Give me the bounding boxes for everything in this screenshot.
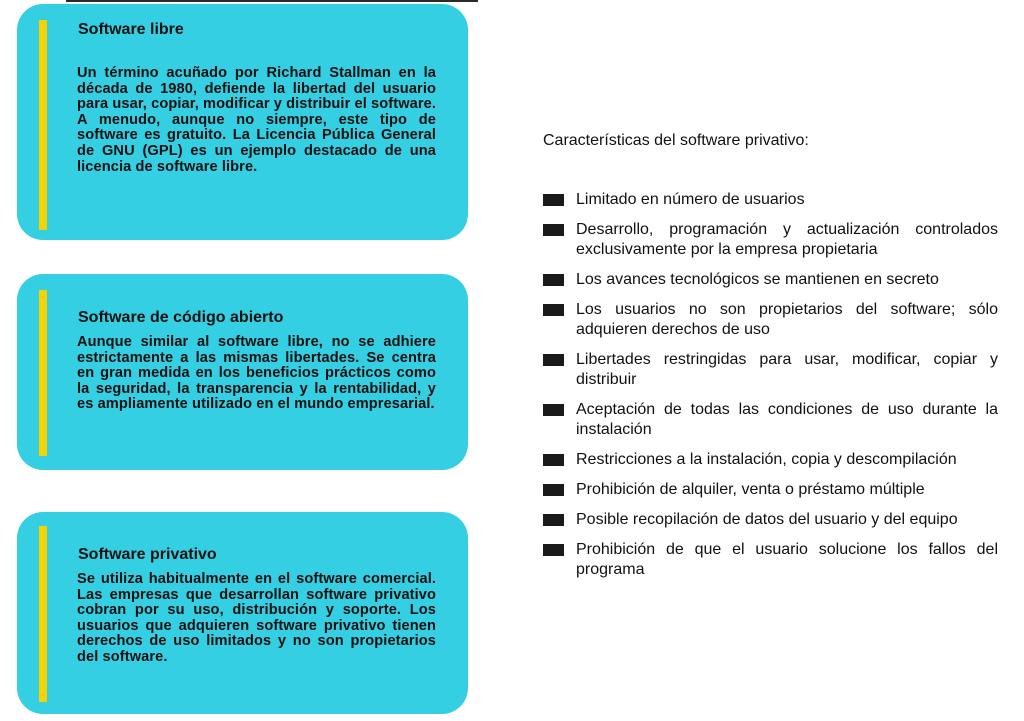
square-bullet-icon	[543, 194, 564, 206]
list-item	[543, 350, 998, 390]
square-bullet-icon	[543, 454, 564, 466]
characteristics-list	[543, 190, 998, 590]
list-item-text: Aceptación de todas las condiciones de uso durante la instalación	[576, 401, 998, 438]
list-item-text: Los avances tecnológicos se mantienen en secreto	[576, 271, 939, 288]
list-item-text: Limitado en número de usuarios	[576, 191, 805, 208]
list-item	[543, 190, 998, 210]
card-software-libre	[17, 4, 468, 240]
square-bullet-icon	[543, 404, 564, 416]
list-item	[543, 450, 998, 470]
list-item-text: Restricciones a la instalación, copia y descompilación	[576, 451, 957, 468]
card-accent-bar	[39, 20, 47, 230]
list-item	[543, 270, 998, 290]
list-item-text: Libertades restringidas para usar, modificar, copiar y distribuir	[576, 351, 998, 388]
list-item	[543, 300, 998, 340]
top-rule	[66, 0, 478, 2]
list-item	[543, 400, 998, 440]
square-bullet-icon	[543, 274, 564, 286]
card-body: Aunque similar al software libre, no se adhiere estrictamente a las mismas libertades. Se centra en gran medida en los beneficios prácticos como la seguridad, la transparencia y la rentabilidad, y es ampliamente utilizado en el mundo empresarial.	[77, 334, 436, 413]
list-item-text: Prohibición de que el usuario solucione los fallos del programa	[576, 541, 998, 578]
card-body: Se utiliza habitualmente en el software comercial. Las empresas que desarrollan software privativo cobran por su uso, distribución y soporte. Los usuarios que adquieren software privativo tienen derechos de uso limitados y no son propietarios del software.	[77, 571, 436, 665]
card-body: Un término acuñado por Richard Stallman en la década de 1980, defiende la libertad del usuario para usar, copiar, modificar y distribuir el software. A menudo, aunque no siempre, este tipo de software es gratuito. La Licencia Pública General de GNU (GPL) es un ejemplo destacado de una licencia de software libre.	[77, 65, 437, 175]
card-software-privativo	[17, 512, 468, 714]
list-item-text: Posible recopilación de datos del usuario y del equipo	[576, 511, 958, 528]
square-bullet-icon	[543, 224, 564, 236]
list-item	[543, 220, 998, 260]
square-bullet-icon	[543, 304, 564, 316]
card-software-codigo-abierto	[17, 274, 468, 470]
card-title: Software privativo	[78, 546, 217, 563]
list-item	[543, 540, 998, 580]
square-bullet-icon	[543, 514, 564, 526]
list-item-text: Los usuarios no son propietarios del software; sólo adquieren derechos de uso	[576, 301, 998, 338]
list-item-text: Desarrollo, programación y actualización controlados exclusivamente por la empresa propietaria	[576, 221, 998, 258]
card-accent-bar	[39, 290, 47, 456]
square-bullet-icon	[543, 484, 564, 496]
characteristics-heading: Características del software privativo:	[543, 132, 809, 149]
square-bullet-icon	[543, 354, 564, 366]
list-item	[543, 480, 998, 500]
square-bullet-icon	[543, 544, 564, 556]
card-accent-bar	[39, 526, 47, 702]
card-title: Software de código abierto	[78, 309, 284, 326]
list-item	[543, 510, 998, 530]
card-title: Software libre	[78, 21, 184, 38]
list-item-text: Prohibición de alquiler, venta o préstamo múltiple	[576, 481, 925, 498]
